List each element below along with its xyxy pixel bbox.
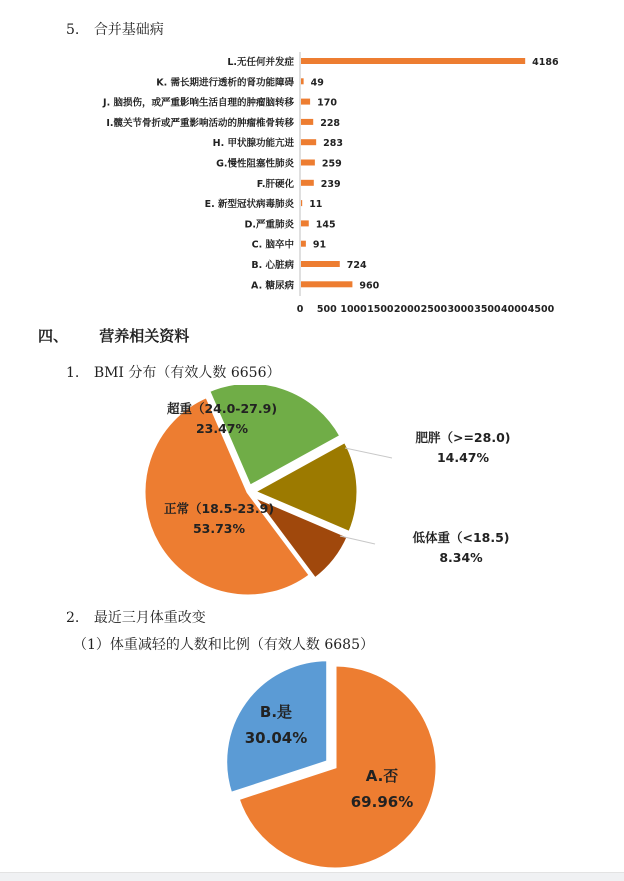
weight-loss-pie-chart — [0, 655, 624, 872]
section-4-title: 营养相关资料 — [99, 327, 190, 345]
bar-value-label: 283 — [323, 138, 343, 150]
bar-value-label: 170 — [317, 97, 337, 109]
bar — [301, 220, 309, 226]
bar-x-tick-label: 3000 — [447, 304, 474, 315]
weight-slice-name: B.是 — [259, 703, 293, 721]
bar — [301, 180, 314, 186]
bmi-slice-name: 低体重（<18.5) — [412, 530, 510, 545]
bar-value-label: 91 — [312, 239, 327, 251]
bar-category-label: B. 心脏病 — [251, 260, 294, 271]
bmi-slice-percent: 14.47% — [436, 450, 490, 465]
bar-category-label: H. 甲状腺功能亢进 — [212, 138, 294, 150]
bar-x-tick-label: 500 — [316, 304, 337, 315]
bar-category-label: D.严重肺炎 — [244, 219, 294, 231]
bar — [301, 139, 316, 145]
bar — [301, 58, 525, 64]
bar — [301, 119, 313, 125]
bar-category-label: F.肝硬化 — [256, 178, 294, 190]
bmi-slice-percent: 8.34% — [439, 550, 483, 565]
bmi-slice-name: 超重（24.0-27.9) — [166, 401, 278, 416]
bar-value-label: 4186 — [532, 57, 559, 68]
bmi-slice-percent: 23.47% — [195, 421, 249, 436]
bar-x-tick-label: 4000 — [500, 304, 528, 315]
bar-x-tick-label: 4500 — [527, 304, 555, 315]
bar-value-label: 259 — [321, 158, 342, 170]
bar-value-label: 145 — [315, 219, 336, 231]
bar — [301, 241, 306, 247]
section-4-heading — [38, 325, 189, 346]
bar — [301, 160, 315, 166]
weight-slice-percent: 69.96% — [350, 793, 414, 811]
bar-x-tick-label: 3500 — [474, 304, 501, 315]
bar-x-tick-label: 1000 — [340, 304, 367, 315]
bar-category-label: A. 糖尿病 — [251, 280, 294, 292]
bar-category-label: K. 需长期进行透析的肾功能障碍 — [156, 77, 294, 89]
bar — [301, 281, 352, 287]
bar-x-tick-label: 2000 — [393, 304, 421, 315]
bmi-slice-name: 肥胖（>=28.0) — [415, 430, 511, 445]
comorbidity-bar-chart — [0, 44, 624, 324]
bar-x-tick-label: 1500 — [367, 304, 394, 315]
bmi-number: 1. — [66, 365, 80, 381]
bmi-slice-name: 正常（18.5-23.9) — [163, 501, 275, 516]
bar — [301, 200, 302, 206]
section-5-title: 合并基础病 — [93, 22, 164, 38]
bar-category-label: J. 脑损伤，或严重影响生活自理的肿瘤脑转移 — [103, 97, 294, 109]
section-5-number: 5. — [66, 22, 80, 38]
bmi-heading — [66, 362, 281, 382]
bar-value-label: 239 — [320, 178, 341, 190]
bmi-slice-percent: 53.73% — [192, 521, 246, 536]
bar-x-tick-label: 0 — [296, 304, 304, 315]
bar-category-label: C. 脑卒中 — [251, 239, 294, 251]
bmi-title: BMI 分布（有效人数 6656） — [93, 365, 281, 381]
bar-x-tick-label: 2500 — [420, 304, 448, 315]
bmi-pie-chart — [0, 385, 624, 600]
bar-value-label: 960 — [359, 280, 380, 292]
bar — [301, 99, 310, 105]
bar-value-label: 49 — [310, 77, 324, 89]
weight-slice-percent: 30.04% — [244, 729, 308, 747]
bar — [301, 78, 304, 84]
bar-category-label: I.髋关节骨折或严重影响活动的肿瘤椎骨转移 — [106, 117, 294, 129]
weight-change-number: 2. — [66, 610, 80, 626]
weight-change-title: 最近三月体重改变 — [93, 610, 206, 626]
bar-category-label: G.慢性阻塞性肺炎 — [216, 158, 294, 170]
bar-category-label: L.无任何并发症 — [227, 57, 294, 68]
bar — [301, 261, 340, 267]
bar-category-label: E. 新型冠状病毒肺炎 — [204, 199, 294, 211]
weight-change-heading — [66, 607, 206, 627]
weight-slice-name: A.否 — [365, 767, 399, 785]
bar-value-label: 724 — [346, 260, 367, 271]
section-4-number: 四、 — [38, 327, 69, 345]
bar-value-label: 228 — [320, 117, 341, 129]
bar-value-label: 11 — [309, 199, 323, 211]
section-5-heading — [66, 19, 164, 39]
weight-loss-heading: （1）体重减轻的人数和比例（有效人数 6685） — [73, 637, 374, 653]
